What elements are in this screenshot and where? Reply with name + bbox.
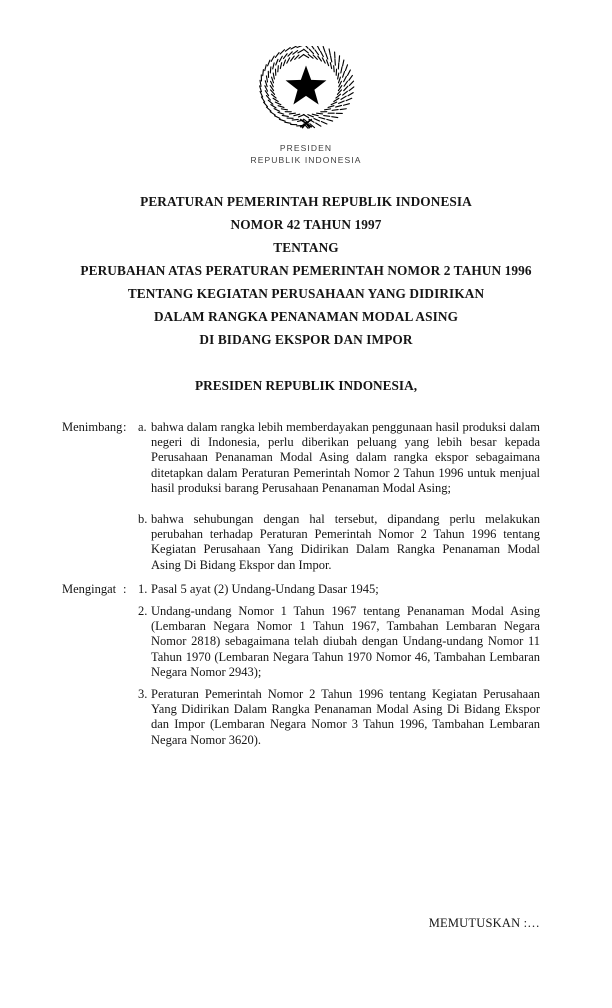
item-marker: 1. <box>138 581 148 596</box>
legal-basis-item-2 <box>138 604 540 680</box>
clause-colon: : <box>123 420 127 434</box>
item-text: Undang-undang Nomor 1 Tahun 1967 tentang Penanaman Modal Asing (Lembaran Negara Nomor 1 Tahun 1967, Tambahan Lembaran Negara Nomor 2818) sebagaimana telah diubah dengan Undang-undang Nomor 11 Tahun 1970 (Lembaran Negara Tahun 1970 Nomor 46, Tambahan Lembaran Negara Nomor 2943); <box>151 604 540 679</box>
clause-mengingat <box>62 582 540 748</box>
emblem-caption-republik-indonesia: REPUBLIK INDONESIA <box>250 155 362 165</box>
presidential-emblem <box>0 0 612 166</box>
title-line-5: TENTANG KEGIATAN PERUSAHAAN YANG DIDIRIKAN <box>127 286 485 301</box>
item-text: bahwa dalam rangka lebih memberdayakan penggunaan hasil produksi dalam negeri di Indonesia, perlu diberikan peluang yang lebih besar kepada Perusahaan Penanaman Modal Asing dalam rangka ekspor sebagaimana ditetapkan dalam Peraturan Pemerintah Nomor 2 Tahun 1996 untuk menjual hasil produksi barang Perusahaan Penanaman Modal Asing; <box>151 420 540 495</box>
clause-colon: : <box>123 581 127 596</box>
preamble <box>62 420 540 748</box>
item-text: Pasal 5 ayat (2) Undang-Undang Dasar 1945; <box>151 581 379 596</box>
emblem-caption-presiden: PRESIDEN <box>279 143 333 153</box>
legal-basis-item-1 <box>138 582 540 597</box>
title-line-6: DALAM RANGKA PENANAMAN MODAL ASING <box>153 309 459 324</box>
item-text: Peraturan Pemerintah Nomor 2 Tahun 1996 tentang Kegiatan Perusahaan Yang Didirikan Dalam Rangka Penanaman Modal Asing Di Bidang Ekspor dan Impor (Lembaran Negara Nomor 3 Tahun 1996, Tambahan Lembaran Negara Nomor 3620). <box>151 687 540 747</box>
item-marker: b. <box>138 512 148 527</box>
item-marker: 3. <box>138 687 148 702</box>
clause-label-menimbang: Menimbang <box>62 420 123 434</box>
emblem-caption <box>0 142 612 166</box>
title-line-7: DI BIDANG EKSPOR DAN IMPOR <box>199 332 413 347</box>
title-line-4: PERUBAHAN ATAS PERATURAN PEMERINTAH NOMOR 2 TAHUN 1996 <box>80 263 532 278</box>
star-icon <box>286 66 327 105</box>
salutation-line: PRESIDEN REPUBLIK INDONESIA, <box>194 378 418 393</box>
title-line-2: NOMOR 42 TAHUN 1997 <box>230 217 382 232</box>
consideration-item-b <box>138 512 540 573</box>
item-text: bahwa sehubungan dengan hal tersebut, dipandang perlu melakukan perubahan terhadap Peraturan Pemerintah Nomor 2 Tahun 1996 tentang Kegiatan Perusahaan Yang Didirikan Dalam Rangka Penanaman Modal Asing Di Bidang Ekspor dan Impor. <box>151 512 540 572</box>
clause-label-mengingat: Mengingat <box>62 581 117 596</box>
decision-line: MEMUTUSKAN :… <box>428 916 540 930</box>
clause-menimbang <box>62 420 540 573</box>
consideration-item-a <box>138 420 540 496</box>
item-marker: a. <box>138 420 147 434</box>
title-line-3: TENTANG <box>273 240 339 255</box>
item-marker: 2. <box>138 604 148 619</box>
regulation-title <box>0 190 612 351</box>
legal-basis-item-3 <box>138 687 540 748</box>
title-line-1: PERATURAN PEMERINTAH REPUBLIK INDONESIA <box>140 194 472 209</box>
star-wreath-emblem-icon <box>257 46 355 132</box>
